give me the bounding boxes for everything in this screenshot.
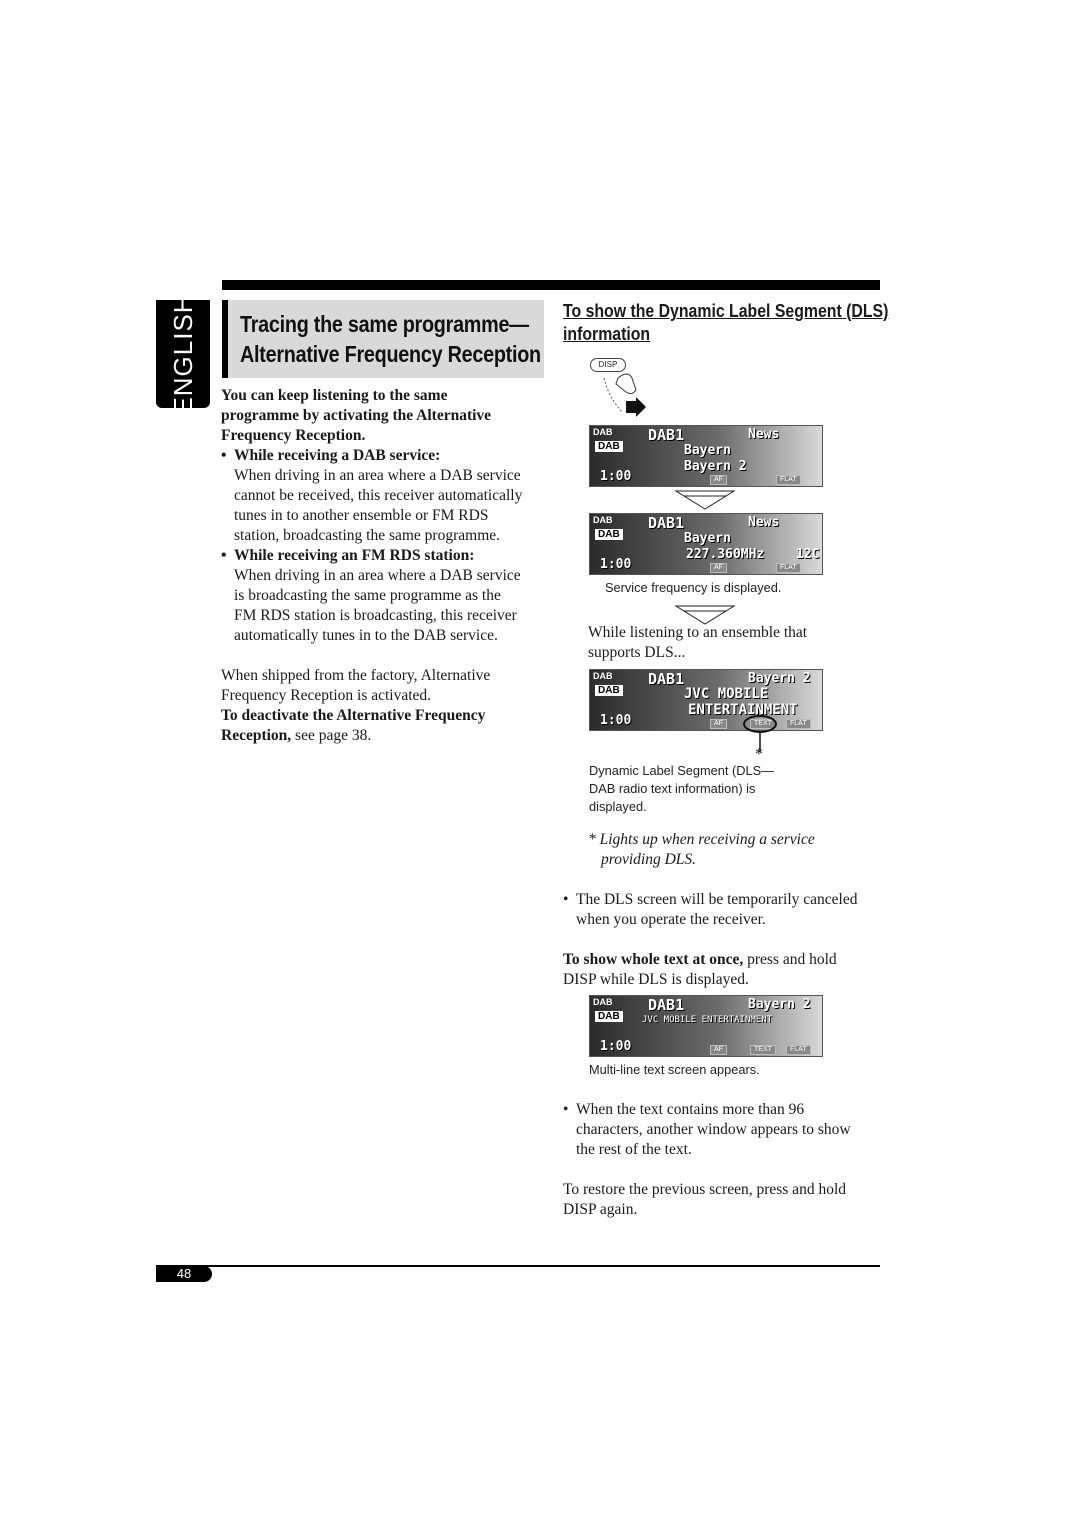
deactivate-line: Reception, see page 38. — [221, 727, 372, 744]
listen-text: While listening to an ensemble that supports DLS... — [588, 624, 808, 661]
lcd-screen-4: DAB DAB DAB1 Bayern 2 JVC MOBILE ENTERTAINMENT 1:00 AF TEXT FLAT — [589, 995, 823, 1057]
caption-frequency: Service frequency is displayed. — [605, 580, 782, 595]
shipped-line: Frequency Reception is activated. — [221, 687, 432, 704]
left-column — [221, 386, 543, 746]
disp-button[interactable]: DISP — [590, 358, 626, 372]
bullet-fm-line: automatically tunes in to the DAB service. — [234, 627, 498, 644]
bullet-dab-line: cannot be received, this receiver automatically — [234, 487, 523, 504]
dls-heading: To show the Dynamic Label Segment (DLS) information — [563, 301, 889, 344]
page-number: 48 — [156, 1266, 212, 1282]
bullet-fm-line: is broadcasting the same programme as the — [234, 587, 501, 604]
bottom-rule — [156, 1265, 880, 1267]
restore-text: To restore the previous screen, press and hold DISP again. — [563, 1181, 846, 1218]
intro-line: You can keep listening to the same — [221, 387, 448, 404]
language-tab-label: ENGLISH — [167, 293, 198, 415]
bullet-96-chars: • When the text contains more than 96 characters, another window appears to show the rest of the text. — [563, 1101, 851, 1158]
shipped-line: When shipped from the factory, Alternative — [221, 667, 491, 684]
language-tab — [156, 293, 210, 415]
bullet-dab-line: When driving in an area where a DAB service — [234, 467, 521, 484]
intro-line: programme by activating the Alternative — [221, 407, 492, 424]
lcd-screen-3: DAB DAB DAB1 Bayern 2 JVC MOBILE ENTERTAINMENT 1:00 AF TEXT FLAT — [589, 669, 823, 731]
asterisk-mark: * — [755, 746, 763, 763]
whole-text-instruction: To show whole text at once, press and hold DISP while DLS is displayed. — [563, 951, 837, 988]
arrow-right-icon — [626, 397, 648, 417]
bullet-fm-heading: • While receiving an FM RDS station: — [221, 547, 475, 564]
bullet-dab-heading: • While receiving a DAB service: — [221, 447, 441, 464]
lcd-screen-2: DAB DAB DAB1 News Bayern 227.360MHz 12C 1:00 AF FLAT — [589, 513, 823, 575]
section-title-line2: Alternative Frequency Reception — [240, 341, 541, 367]
deactivate-line: To deactivate the Alternative Frequency — [221, 707, 486, 724]
bullet-dab-line: tunes in to another ensemble or FM RDS — [234, 507, 489, 524]
bullet-fm-line: FM RDS station is broadcasting, this receiver — [234, 607, 517, 624]
intro-line: Frequency Reception. — [221, 427, 366, 444]
lcd-screen-1: DAB DAB DAB1 News Bayern Bayern 2 1:00 AF FLAT — [589, 425, 823, 487]
section-title-box — [222, 300, 544, 378]
bullet-cancel: • The DLS screen will be temporarily canceled when you operate the receiver. — [563, 891, 858, 928]
caption-dls: Dynamic Label Segment (DLS— DAB radio text information) is displayed. — [589, 763, 774, 814]
arrow-down-icon — [674, 489, 736, 511]
bullet-dab-line: station, broadcasting the same programme. — [234, 527, 501, 544]
top-rule — [222, 280, 880, 290]
footnote-lights: * Lights up when receiving a service providing DLS. — [588, 831, 815, 868]
bullet-fm-line: When driving in an area where a DAB service — [234, 567, 521, 584]
caption-multiline: Multi-line text screen appears. — [589, 1062, 760, 1077]
section-title-line1: Tracing the same programme— — [240, 311, 529, 337]
